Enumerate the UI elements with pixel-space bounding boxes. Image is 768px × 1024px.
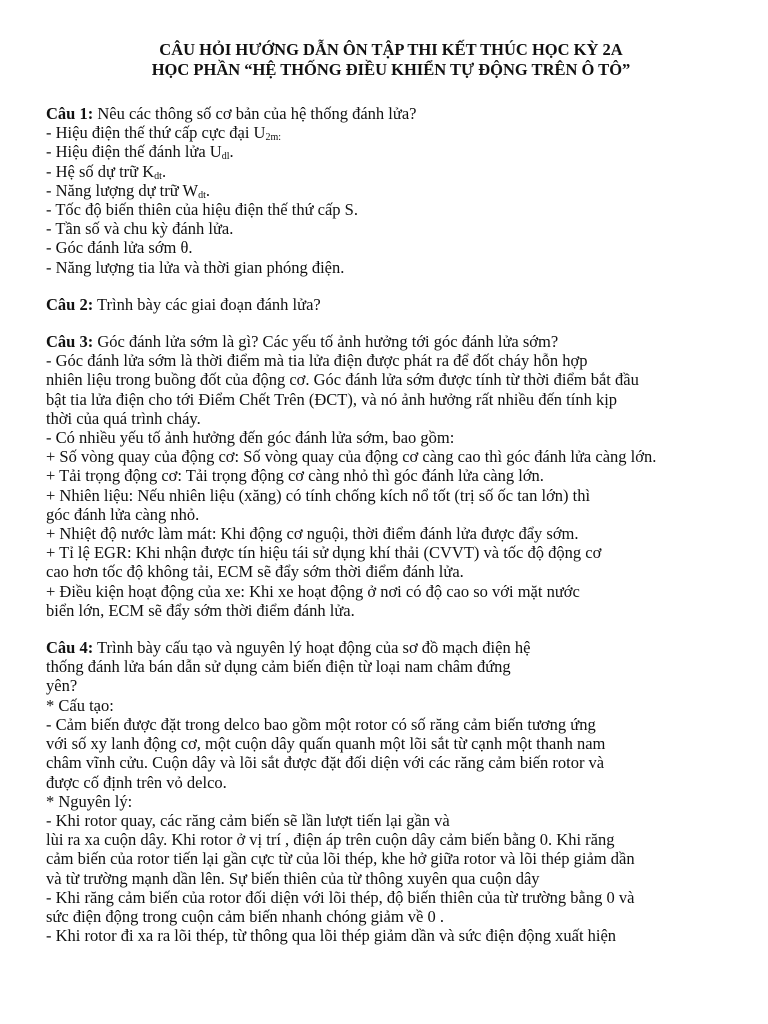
list-item-text: - Năng lượng dự trữ W bbox=[46, 180, 199, 200]
question-4-answer bbox=[46, 657, 736, 945]
list-item-suffix: . bbox=[205, 180, 211, 200]
question-1-answer-list bbox=[46, 123, 736, 277]
text-line: với số xy lanh động cơ, một cuộn dây quấn quanh một lõi sắt từ cạnh một thanh nam bbox=[46, 734, 606, 754]
question-2-heading bbox=[46, 295, 736, 314]
text-line: thời của quá trình cháy. bbox=[46, 408, 201, 428]
list-item-text: - Năng lượng tia lửa và thời gian phóng điện. bbox=[46, 257, 345, 277]
list-item-text: - Tần số và chu kỳ đánh lửa. bbox=[46, 219, 234, 239]
text-line: bật tia lửa điện cho tới Điểm Chết Trên (ĐCT), và nó ảnh hưởng rất nhiều đến tính kịp bbox=[46, 389, 618, 409]
question-4-heading bbox=[46, 638, 736, 657]
text-line: góc đánh lửa càng nhỏ. bbox=[46, 504, 200, 524]
list-item-suffix: . bbox=[229, 142, 234, 162]
text-line: lùi ra xa cuộn dây. Khi rotor ở vị trí , điện áp trên cuộn dây cảm biến bằng 0. Khi răng bbox=[46, 830, 615, 850]
question-3-answer bbox=[46, 351, 736, 620]
text-line: nhiên liệu trong buồng đốt của động cơ. Góc đánh lửa sớm được tính từ thời điểm bắt đầu bbox=[46, 370, 639, 390]
question-1-text: Nêu các thông số cơ bản của hệ thống đánh lửa? bbox=[93, 104, 417, 123]
text-line: - Có nhiều yếu tố ảnh hưởng đến góc đánh lửa sớm, bao gồm: bbox=[46, 428, 455, 448]
text-line: + Tỉ lệ EGR: Khi nhận được tín hiệu tái sử dụng khí thải (CVVT) và tốc độ động cơ bbox=[46, 543, 602, 563]
question-2-label: Câu 2: bbox=[46, 294, 94, 314]
question-1-label: Câu 1: bbox=[46, 104, 94, 123]
text-line: - Khi rotor quay, các răng cảm biến sẽ lần lượt tiến lại gần và bbox=[46, 810, 450, 830]
text-line: + Nhiệt độ nước làm mát: Khi động cơ nguội, thời điểm đánh lửa được đẩy sớm. bbox=[46, 524, 579, 544]
question-2-text: Trình bày các giai đoạn đánh lửa? bbox=[93, 294, 321, 314]
text-line: châm vĩnh cửu. Cuộn dây và lõi sắt được đặt đối diện với các răng cảm biến rotor và bbox=[46, 753, 605, 773]
list-item-subscript: dl bbox=[221, 151, 230, 163]
question-1-heading bbox=[46, 104, 736, 123]
text-line: - Khi rotor đi xa ra lõi thép, từ thông qua lõi thép giảm dần và sức điện động xuất hiện bbox=[46, 926, 617, 946]
text-line: + Tải trọng động cơ: Tải trọng động cơ càng nhỏ thì góc đánh lửa càng lớn. bbox=[46, 466, 544, 486]
list-item bbox=[46, 219, 736, 238]
list-item-text: - Hiệu điện thế thứ cấp cực đại U bbox=[46, 123, 266, 143]
text-line: biển lớn, ECM sẽ đẩy sớm thời điểm đánh lửa. bbox=[46, 600, 355, 620]
question-4-text: Trình bày cấu tạo và nguyên lý hoạt động của sơ đồ mạch điện hệ bbox=[93, 638, 531, 658]
list-item-subscript: dt bbox=[154, 170, 162, 182]
text-line: yên? bbox=[46, 676, 78, 696]
list-item bbox=[46, 258, 736, 277]
list-item bbox=[46, 200, 736, 219]
text-line: * Nguyên lý: bbox=[46, 791, 133, 811]
text-line: + Điều kiện hoạt động của xe: Khi xe hoạt động ở nơi có độ cao so với mặt nước bbox=[46, 581, 580, 601]
text-line: và từ trường mạnh dần lên. Sự biến thiên của từ thông xuyên qua cuộn dây bbox=[46, 868, 540, 888]
document-page bbox=[46, 40, 736, 945]
text-line: được cố định trên vỏ delco. bbox=[46, 772, 227, 792]
list-item bbox=[46, 162, 736, 181]
question-3-label: Câu 3: bbox=[46, 332, 94, 352]
document-title-line-2: HỌC PHẦN “HỆ THỐNG ĐIỀU KHIỂN TỰ ĐỘNG TRÊN Ô TÔ” bbox=[151, 60, 631, 79]
text-line: + Nhiên liệu: Nếu nhiên liệu (xăng) có tính chống kích nổ tốt (trị số ốc tan lớn) thì bbox=[46, 485, 591, 505]
text-line: - Khi răng cảm biến của rotor đối diện với lõi thép, độ biến thiên của từ trường bằng 0 và bbox=[46, 887, 635, 907]
list-item-text: - Hệ số dự trữ K bbox=[46, 161, 155, 181]
text-line: thống đánh lửa bán dẫn sử dụng cảm biến điện từ loại nam châm đứng bbox=[46, 657, 511, 677]
list-item-suffix: . bbox=[161, 161, 167, 181]
text-line: + Số vòng quay của động cơ: Số vòng quay của động cơ càng cao thì góc đánh lửa càng lớn. bbox=[46, 447, 657, 467]
list-item-subscript: 2m: bbox=[265, 132, 282, 144]
text-line: cao hơn tốc độ không tải, ECM sẽ đẩy sớm thời điểm đánh lửa. bbox=[46, 562, 464, 582]
text-line: * Cấu tạo: bbox=[46, 695, 114, 715]
text-line: cảm biến của rotor tiến lại gần cực từ của lõi thép, khe hở giữa rotor và lõi thép giảm dần bbox=[46, 849, 635, 869]
list-item bbox=[46, 142, 736, 161]
text-line: - Góc đánh lửa sớm là thời điểm mà tia lửa điện được phát ra để đốt cháy hỗn hợp bbox=[46, 351, 588, 371]
list-item bbox=[46, 181, 736, 200]
question-3-text: Góc đánh lửa sớm là gì? Các yếu tố ảnh hưởng tới góc đánh lửa sớm? bbox=[93, 332, 559, 352]
text-line: sức điện động trong cuộn cảm biến nhanh chóng giảm về 0 . bbox=[46, 906, 444, 926]
question-3-heading bbox=[46, 332, 736, 351]
list-item-text: - Hiệu điện thế đánh lửa U bbox=[46, 142, 222, 162]
list-item-subscript: dt bbox=[198, 189, 206, 201]
question-4-label: Câu 4: bbox=[46, 638, 94, 658]
document-title-line-1: CÂU HỎI HƯỚNG DẪN ÔN TẬP THI KẾT THÚC HỌC KỲ 2A bbox=[159, 40, 623, 59]
list-item bbox=[46, 238, 736, 257]
list-item bbox=[46, 123, 736, 142]
list-item-text: - Góc đánh lửa sớm θ. bbox=[46, 238, 193, 258]
text-line: - Cảm biến được đặt trong delco bao gồm một rotor có số răng cảm biến tương ứng bbox=[46, 714, 596, 734]
list-item-text: - Tốc độ biến thiên của hiệu điện thế thứ cấp S. bbox=[46, 200, 358, 220]
